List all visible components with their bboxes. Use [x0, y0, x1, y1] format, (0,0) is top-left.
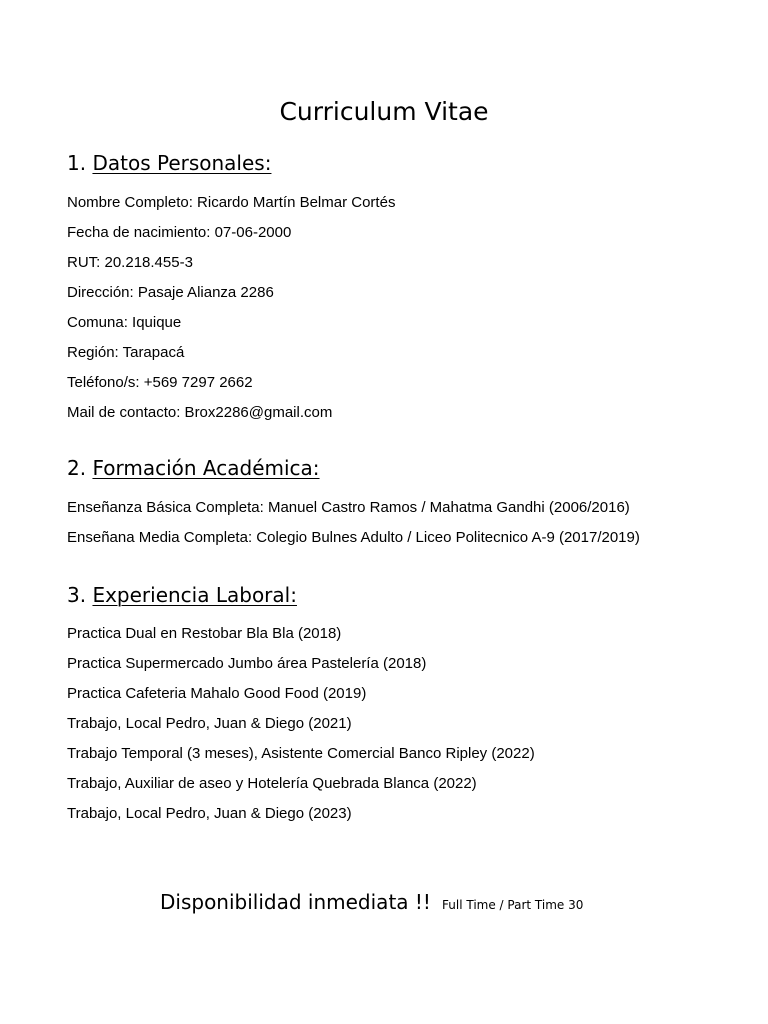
section-title: Experiencia Laboral: [92, 583, 297, 607]
personal-phone: Teléfono/s: +569 7297 2662 [67, 374, 253, 391]
personal-data-list [67, 193, 395, 433]
personal-email: Mail de contacto: Brox2286@gmail.com [67, 404, 333, 421]
personal-rut: RUT: 20.218.455-3 [67, 254, 193, 271]
experience-item: Trabajo, Auxiliar de aseo y Hotelería Quebrada Blanca (2022) [67, 775, 477, 792]
personal-birth-date: Fecha de nacimiento: 07-06-2000 [67, 224, 292, 241]
education-item: Enseñana Media Completa: Colegio Bulnes Adulto / Liceo Politecnico A-9 (2017/2019) [67, 529, 640, 546]
personal-region: Región: Tarapacá [67, 344, 185, 361]
section-title: Formación Académica: [92, 456, 320, 480]
section-heading-experience [67, 581, 297, 609]
document-title: Curriculum Vitae [279, 97, 489, 126]
experience-item: Trabajo Temporal (3 meses), Asistente Comercial Banco Ripley (2022) [67, 745, 535, 762]
experience-item: Practica Dual en Restobar Bla Bla (2018) [67, 625, 342, 642]
experience-item: Practica Cafeteria Mahalo Good Food (2019) [67, 685, 367, 702]
personal-full-name: Nombre Completo: Ricardo Martín Belmar Cortés [67, 194, 396, 211]
section-title: Datos Personales: [92, 151, 272, 175]
personal-commune: Comuna: Iquique [67, 314, 182, 331]
section-heading-personal [67, 149, 271, 177]
education-item: Enseñanza Básica Completa: Manuel Castro Ramos / Mahatma Gandhi (2006/2016) [67, 499, 630, 516]
availability-headline: Disponibilidad inmediata !! [160, 890, 431, 914]
experience-item: Trabajo, Local Pedro, Juan & Diego (2021) [67, 715, 352, 732]
section-heading-education [67, 454, 320, 482]
section-number: 2. [67, 456, 87, 480]
experience-item: Trabajo, Local Pedro, Juan & Diego (2023) [67, 805, 352, 822]
section-number: 1. [67, 151, 87, 175]
experience-item: Practica Supermercado Jumbo área Pastelería (2018) [67, 655, 427, 672]
personal-address: Dirección: Pasaje Alianza 2286 [67, 284, 274, 301]
availability-note [160, 887, 583, 920]
experience-list [67, 624, 535, 834]
availability-detail: Full Time / Part Time 30 [442, 898, 584, 912]
section-number: 3. [67, 583, 87, 607]
education-list [67, 498, 640, 558]
